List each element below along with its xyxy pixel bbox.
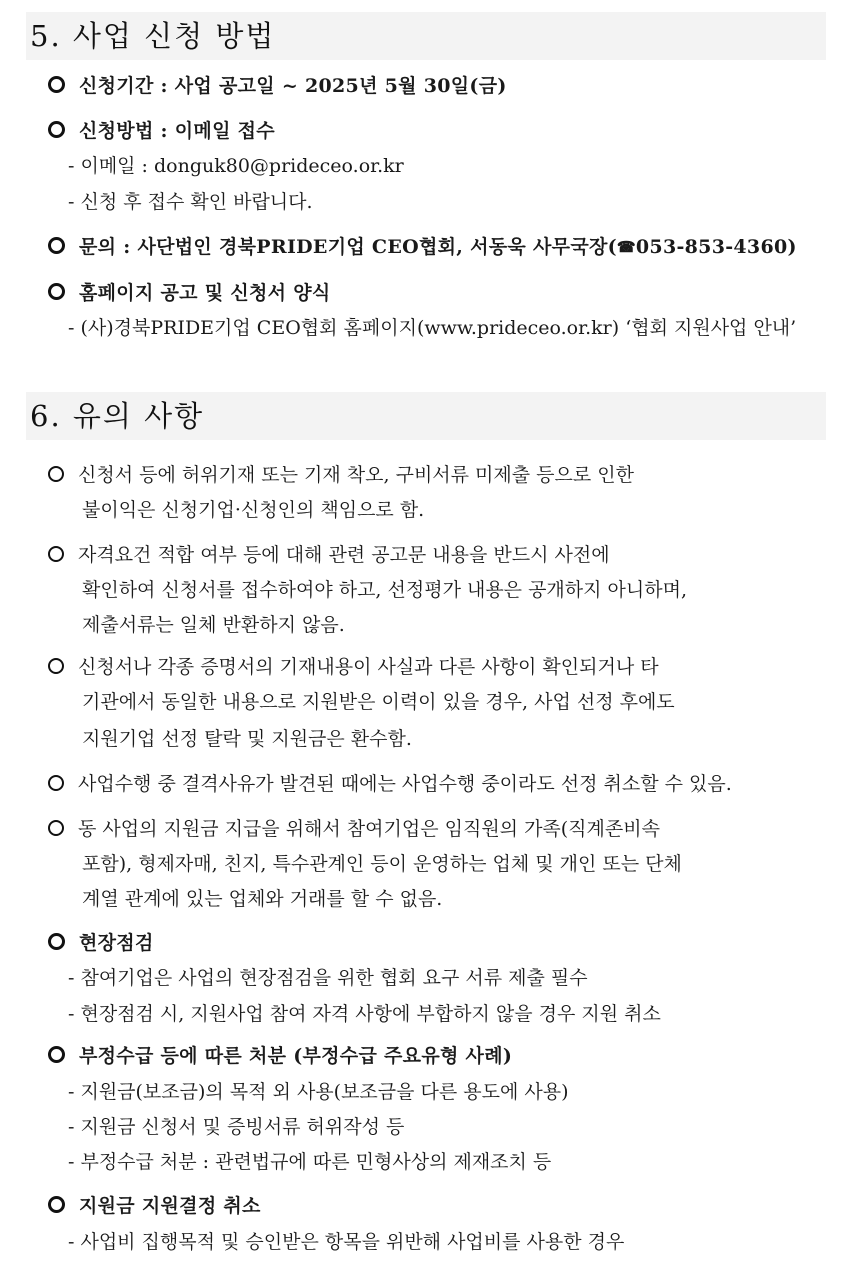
notice-item: 자격요건 적합 여부 등에 대해 관련 공고문 내용을 반드시 사전에 — [48, 542, 610, 568]
notice-item: 신청서나 각종 증명서의 기재내용이 사실과 다른 사항이 확인되거나 타 — [48, 654, 659, 680]
inspection-item: - 참여기업은 사업의 현장점검을 위한 협회 요구 서류 제출 필수 — [68, 967, 588, 989]
improper-receipt: 부정수급 등에 따른 처분 (부정수급 주요유형 사례) — [48, 1043, 512, 1069]
penalty-item: - 부정수급 처분 : 관련법규에 따른 민형사상의 제재조치 등 — [68, 1151, 552, 1173]
bullet-icon — [48, 546, 64, 562]
inquiry — [48, 234, 797, 260]
section-5-title: 5. 사업 신청 방법 — [26, 12, 826, 60]
notice-item-cont: 포함), 형제자매, 친지, 특수관계인 등이 운영하는 업체 및 개인 또는 단체 — [82, 853, 682, 875]
receipt-confirm: - 신청 후 접수 확인 바랍니다. — [68, 191, 313, 213]
bullet-icon — [48, 121, 65, 138]
notice-item-cont: 기관에서 동일한 내용으로 지원받은 이력이 있을 경우, 사업 선정 후에도 — [82, 691, 675, 713]
grant-cancel: 지원금 지원결정 취소 — [48, 1193, 261, 1219]
site-inspection: 현장점검 — [48, 930, 154, 956]
application-period-text: 신청기간 : 사업 공고일 ~ 2025년 5월 30일(금) — [79, 75, 507, 97]
notice-item-cont: 불이익은 신청기업·신청인의 책임으로 함. — [82, 499, 425, 521]
notice-item: 신청서 등에 허위기재 또는 기재 착오, 구비서류 미제출 등으로 인한 — [48, 462, 634, 488]
bullet-icon — [48, 466, 64, 482]
application-period — [48, 73, 507, 99]
application-method — [48, 118, 275, 144]
bullet-icon — [48, 658, 64, 674]
phone-icon: ☎ — [616, 238, 636, 256]
bullet-icon — [48, 933, 65, 950]
bullet-icon — [48, 1196, 65, 1213]
notice-item: 동 사업의 지원금 지급을 위해서 참여기업은 임직원의 가족(직계존비속 — [48, 816, 660, 842]
notice-item-cont: 제출서류는 일체 반환하지 않음. — [82, 614, 345, 636]
bullet-icon — [48, 76, 65, 93]
homepage-notice — [48, 280, 331, 306]
inquiry-text: 문의 : 사단법인 경북PRIDE기업 CEO협회, 서동욱 사무국장( — [79, 236, 617, 258]
penalty-item: - 지원금 신청서 및 증빙서류 허위작성 등 — [68, 1116, 405, 1138]
notice-item-cont: 지원기업 선정 탈락 및 지원금은 환수함. — [82, 728, 412, 750]
bullet-icon — [48, 1046, 65, 1063]
notice-item-cont: 계열 관계에 있는 업체와 거래를 할 수 없음. — [82, 888, 443, 910]
bullet-icon — [48, 237, 65, 254]
cancel-item: - 사업비 집행목적 및 승인받은 항목을 위반해 사업비를 사용한 경우 — [68, 1231, 625, 1253]
homepage-info: - (사)경북PRIDE기업 CEO협회 홈페이지(www.prideceo.or.kr) ‘협회 지원사업 안내’ — [68, 317, 797, 339]
inspection-item: - 현장점검 시, 지원사업 참여 자격 사항에 부합하지 않을 경우 지원 취소 — [68, 1003, 661, 1025]
penalty-item: - 지원금(보조금)의 목적 외 사용(보조금을 다른 용도에 사용) — [68, 1081, 569, 1103]
inquiry-phone: 053-853-4360) — [635, 236, 797, 258]
section-6-title: 6. 유의 사항 — [26, 392, 826, 440]
email-info: - 이메일 : donguk80@prideceo.or.kr — [68, 155, 404, 177]
notice-item: 사업수행 중 결격사유가 발견된 때에는 사업수행 중이라도 선정 취소할 수 있음. — [48, 771, 732, 797]
notice-item-cont: 확인하여 신청서를 접수하여야 하고, 선정평가 내용은 공개하지 아니하며, — [82, 579, 687, 601]
bullet-icon — [48, 820, 64, 836]
bullet-icon — [48, 283, 65, 300]
application-method-text: 신청방법 : 이메일 접수 — [79, 120, 275, 142]
homepage-notice-text: 홈페이지 공고 및 신청서 양식 — [79, 282, 331, 304]
bullet-icon — [48, 775, 64, 791]
